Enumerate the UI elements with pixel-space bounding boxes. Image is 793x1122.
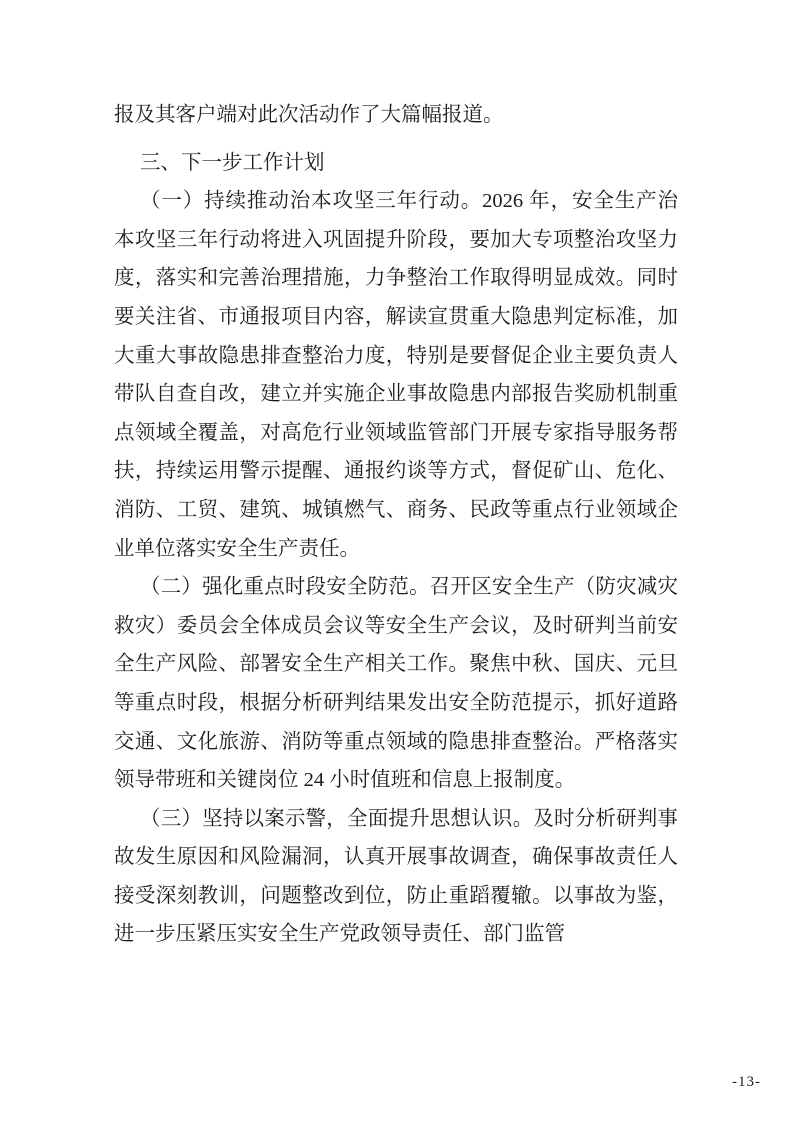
paragraph-item-1: （一）持续推动治本攻坚三年行动。2026 年，安全生产治本攻坚三年行动将进入巩固提升阶段，要加大专项整治攻坚力度，落实和完善治理措施，力争整治工作取得明显成效。同时要关注省、市通报项目内容，解读宣贯重大隐患判定标准，加大重大事故隐患排查整治力度，特别是要督促企业主要负责人带队自查自改，建立并实施企业事故隐患内部报告奖励机制重点领域全覆盖，对高危行业领域监管部门开展专家指导服务帮扶，持续运用警示提醒、通报约谈等方式，督促矿山、危化、消防、工贸、建筑、城镇燃气、商务、民政等重点行业领域企业单位落实安全生产责任。 [114,190,678,560]
paragraph-continuation: 报及其客户端对此次活动作了大篇幅报道。 [114,104,504,126]
document-text-block [114,96,678,954]
paragraph-item-3: （三）坚持以案示警，全面提升思想认识。及时分析研判事故发生原因和风险漏洞，认真开展事故调查，确保事故责任人接受深刻教训，问题整改到位，防止重蹈覆辙。以事故为鉴，进一步压紧压实安全生产党政领导责任、部门监管 [114,807,678,946]
paragraph-item-2: （二）强化重点时段安全防范。召开区安全生产（防灾减灾救灾）委员会全体成员会议等安全生产会议，及时研判当前安全生产风险、部署安全生产相关工作。聚焦中秋、国庆、元旦等重点时段，根据分析研判结果发出安全防范提示，抓好道路交通、文化旅游、消防等重点领域的隐患排查整治。严格落实领导带班和关键岗位 24 小时值班和信息上报制度。 [114,576,678,792]
section-heading: 三、下一步工作计划 [140,151,325,174]
page-number: -13- [732,1074,761,1090]
